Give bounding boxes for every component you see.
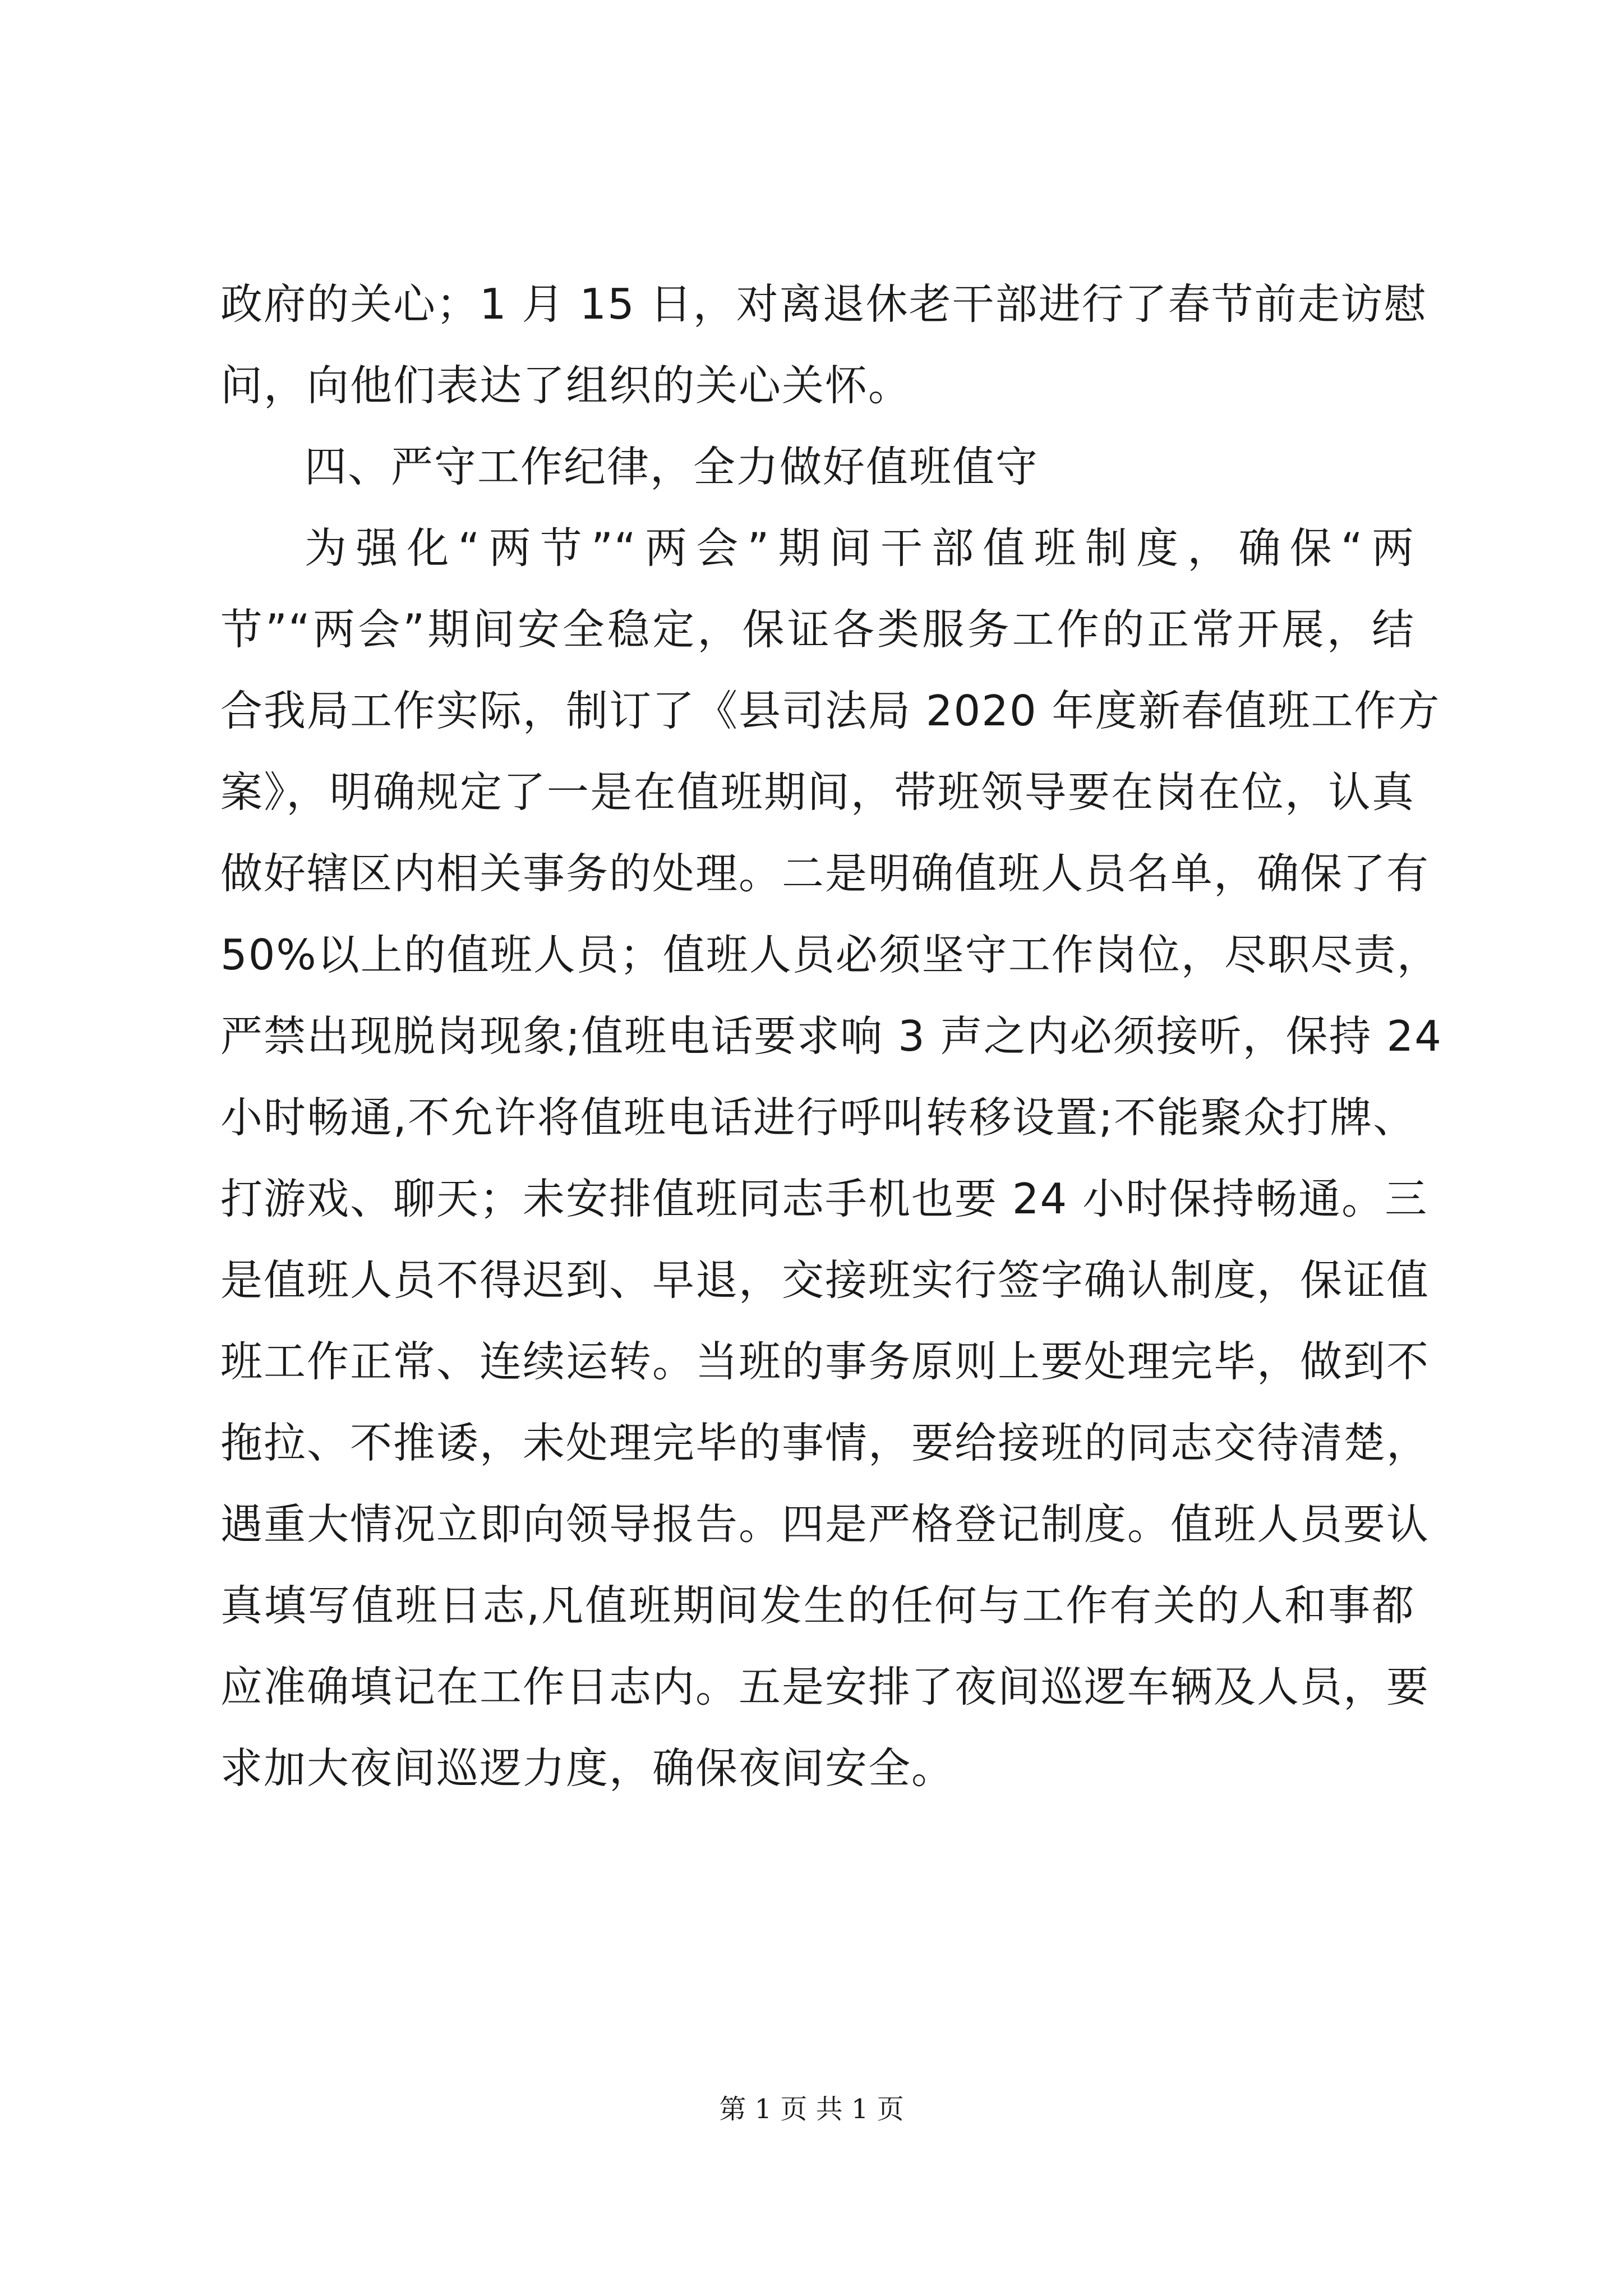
paragraph-line: 问，向他们表达了组织的关心关怀。 [220,361,912,410]
paragraph-line: 是值班人员不得迟到、早退，交接班实行签字确认制度，保证值 [220,1255,1430,1305]
paragraph-line: 应准确填记在工作日志内。五是安排了夜间巡逻车辆及人员，要 [220,1662,1430,1711]
paragraph-line: 为强化“两节”“两会”期间干部值班制度，确保“两 [305,523,1415,573]
paragraph-line: 做好辖区内相关事务的处理。二是明确值班人员名单，确保了有 [220,849,1430,898]
paragraph-line: 政府的关心；1 月 15 日，对离退休老干部进行了春节前走访慰 [220,279,1427,329]
paragraph-line: 真填写值班日志,凡值班期间发生的任何与工作有关的人和事都 [220,1581,1415,1630]
paragraph-line: 求加大夜间巡逻力度，确保夜间安全。 [220,1743,955,1793]
paragraph-line: 小时畅通,不允许将值班电话进行呼叫转移设置;不能聚众打牌、 [220,1093,1417,1142]
paragraph-line: 50%以上的值班人员；值班人员必须坚守工作岗位，尽职尽责， [220,930,1440,979]
paragraph-line: 案》，明确规定了一是在值班期间，带班领导要在岗在位，认真 [220,767,1415,817]
paragraph-line: 严禁出现脱岗现象;值班电话要求响 3 声之内必须接听，保持 24 [220,1011,1442,1061]
page-footer [0,2090,1623,2129]
paragraph-line: 节”“两会”期间安全稳定，保证各类服务工作的正常开展，结 [220,605,1415,654]
page-number: 第 1 页 共 1 页 [719,2093,904,2125]
paragraph-line: 打游戏、聊天；未安排值班同志手机也要 24 小时保持畅通。三 [220,1174,1428,1223]
paragraph-line: 遇重大情况立即向领导报告。四是严格登记制度。值班人员要认 [220,1499,1430,1549]
paragraph-line: 拖拉、不推诿，未处理完毕的事情，要给接班的同志交待清楚， [220,1418,1430,1467]
paragraph-line: 班工作正常、连续运转。当班的事务原则上要处理完毕，做到不 [220,1337,1430,1386]
paragraph-line: 合我局工作实际，制订了《县司法局 2020 年度新春值班工作方 [220,686,1441,735]
section-heading: 四、严守工作纪律，全力做好值班值守 [305,442,1039,491]
document-body [220,264,1442,1809]
